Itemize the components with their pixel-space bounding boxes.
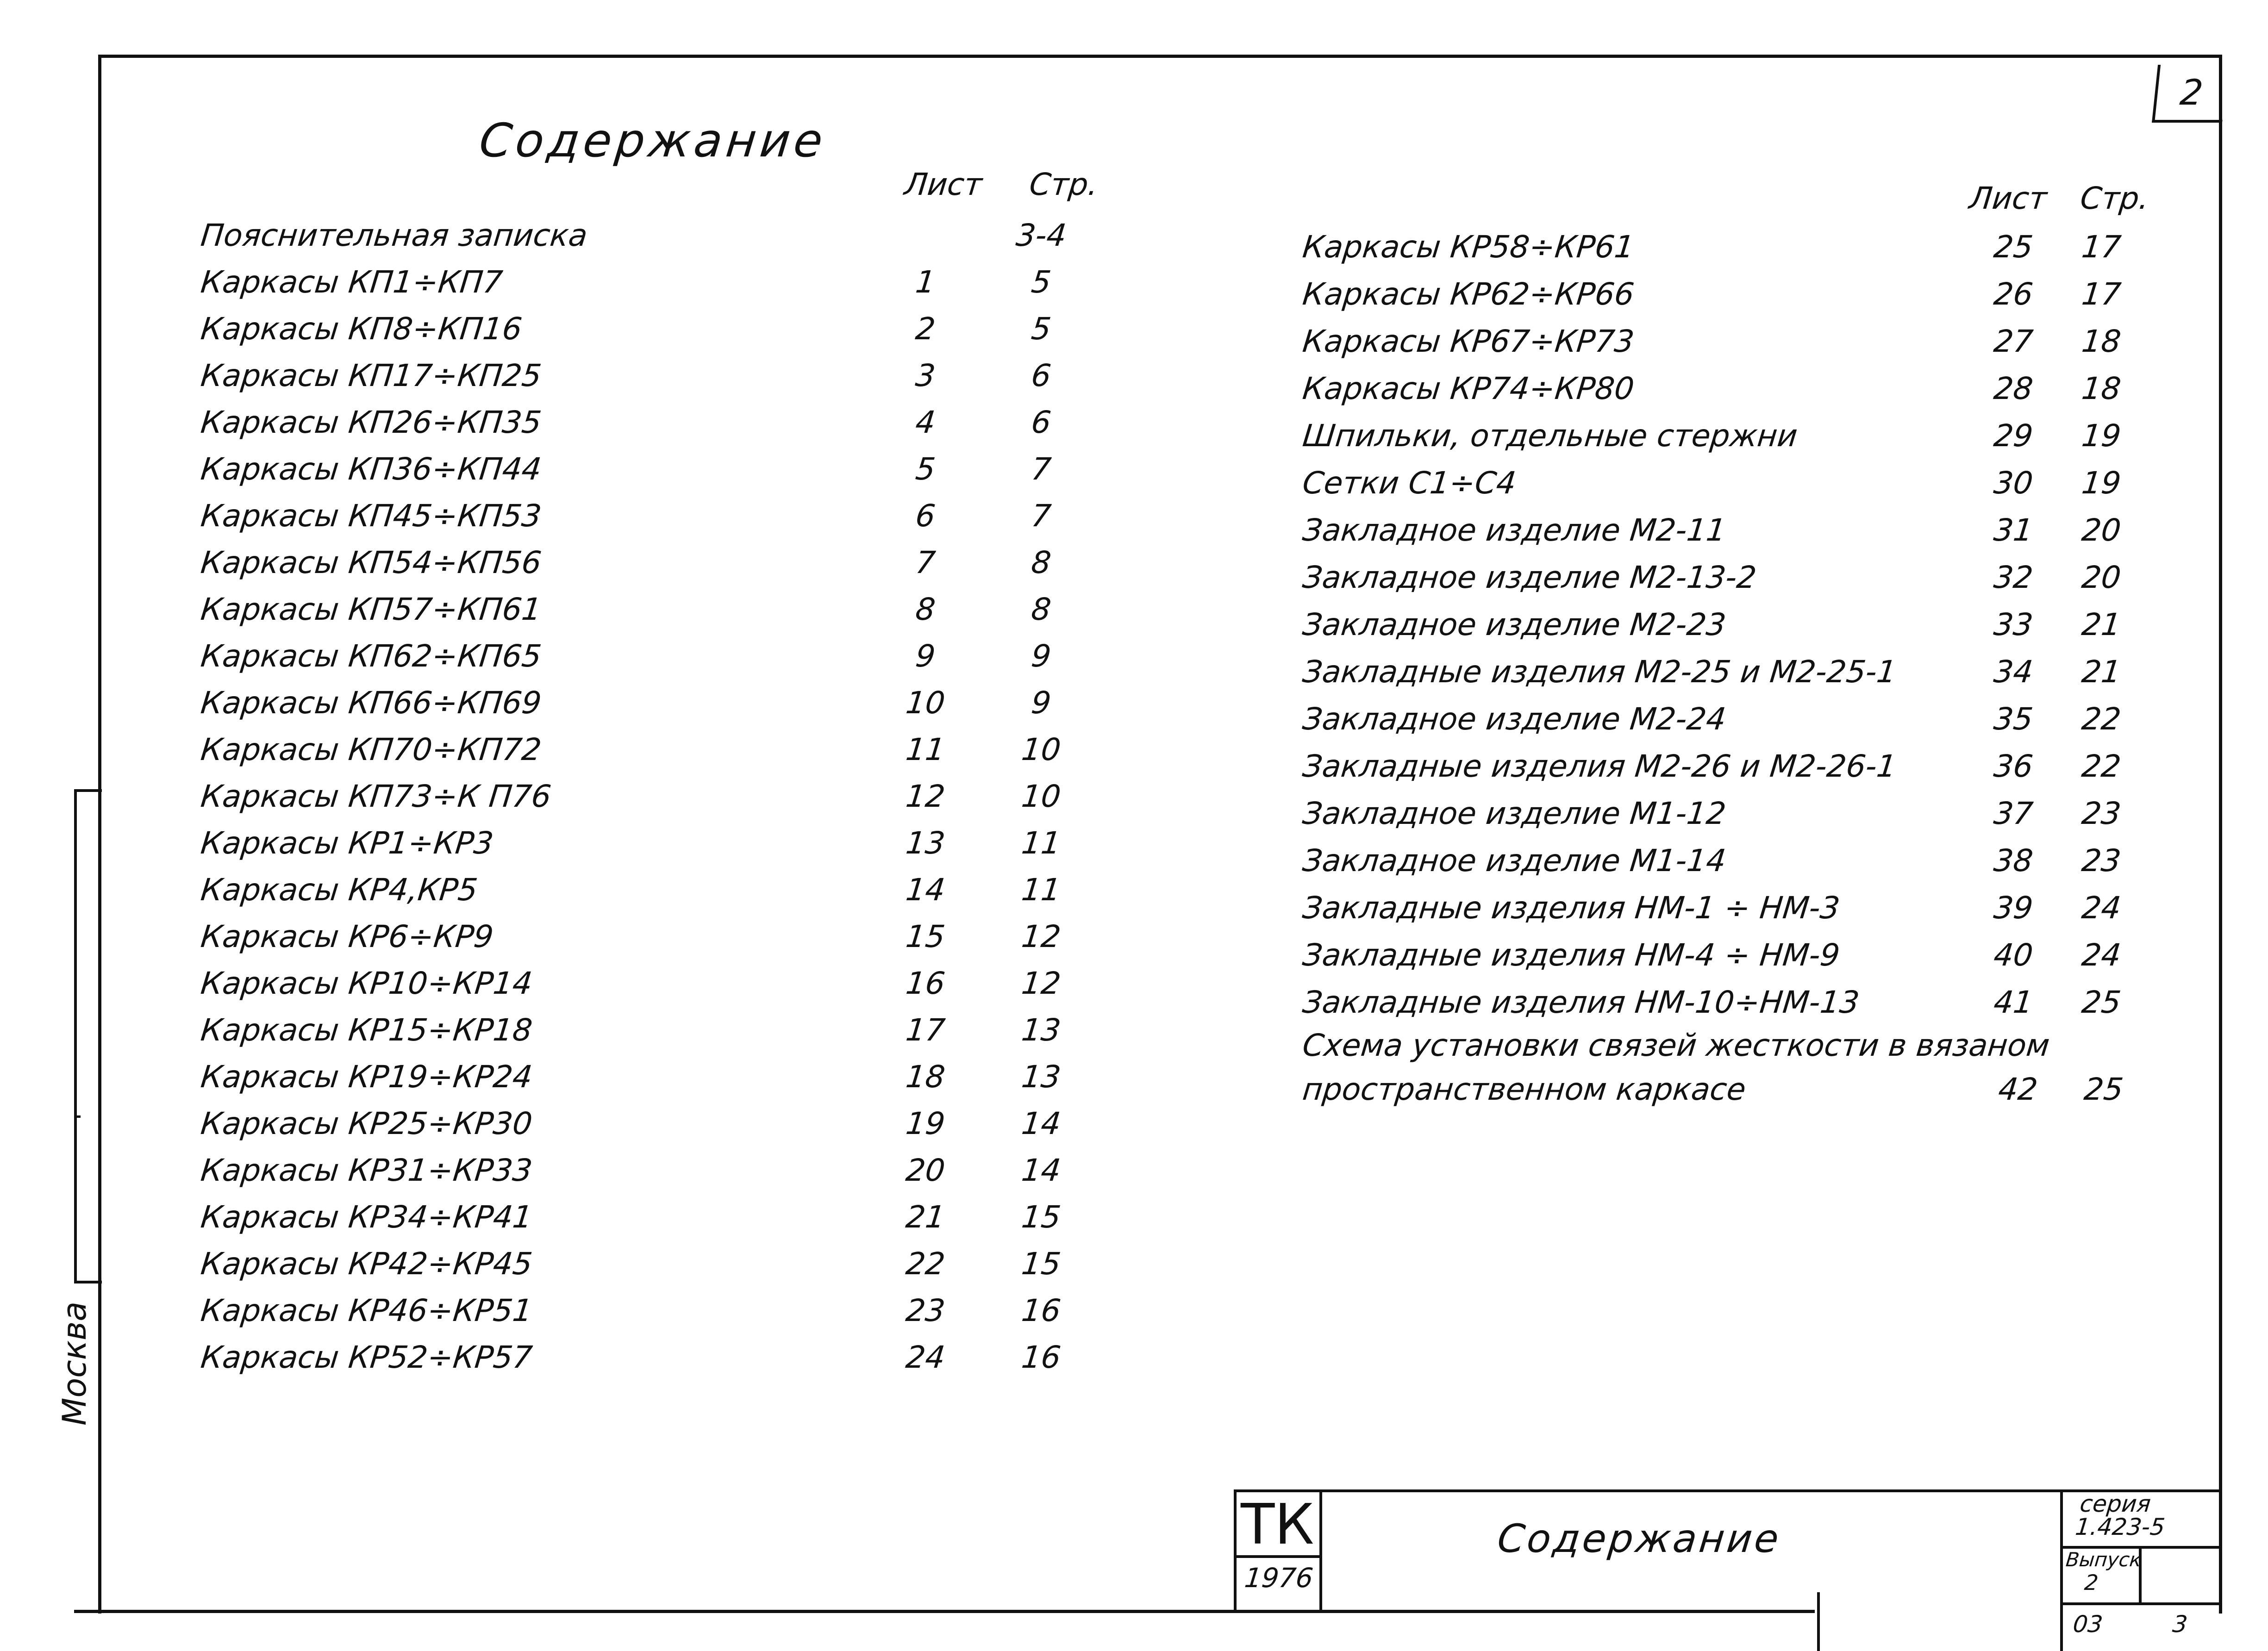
left-entry-page: 14 [1020, 1106, 1063, 1141]
left-entry-page: 11 [1020, 872, 1063, 908]
right-entry-sheet: 32 [1992, 560, 2035, 595]
right-entry-page: 20 [2080, 512, 2123, 548]
left-entry-page: 9 [1030, 638, 1053, 674]
page-title: Содержание [477, 113, 829, 168]
left-entry-page: 9 [1030, 685, 1053, 721]
right-entry-page: 17 [2080, 276, 2123, 312]
left-entry-name: Каркасы КП66÷КП69 [199, 685, 544, 721]
tb-bottom-tick [1817, 1592, 1820, 1651]
left-entry-name: Каркасы КП70÷КП72 [199, 732, 544, 767]
left-entry-sheet: 24 [904, 1339, 947, 1375]
left-entry-sheet: 5 [914, 451, 937, 487]
left-entry-name: Каркасы КР31÷КР33 [199, 1153, 534, 1188]
left-entry-sheet: 22 [904, 1246, 947, 1282]
tb-year: 1976 [1243, 1562, 1315, 1594]
left-entry-page: 8 [1030, 545, 1053, 580]
left-entry-name: Каркасы КП1÷КП7 [199, 264, 505, 300]
left-entry-page: 7 [1030, 451, 1053, 487]
left-entry-page: 6 [1030, 405, 1053, 440]
left-entry-sheet: 15 [904, 919, 947, 954]
right-entry-page: 18 [2080, 324, 2123, 359]
right-entry-name: Закладные изделия НМ-10÷НМ-13 [1301, 984, 1861, 1020]
right-entry-sheet: 27 [1992, 324, 2035, 359]
right-entry-page: 21 [2080, 654, 2123, 690]
left-entry-name: Каркасы КР15÷КР18 [199, 1012, 534, 1048]
tb-series-divider [2060, 1489, 2063, 1651]
left-entry-page: 5 [1030, 264, 1053, 300]
left-entry-sheet: 11 [904, 732, 947, 767]
left-entry-name: Каркасы КР25÷КР30 [199, 1106, 534, 1141]
left-entry-sheet: 13 [904, 825, 947, 861]
left-entry-sheet: 9 [914, 638, 937, 674]
left-entry-name: Пояснительная записка [199, 218, 589, 253]
left-entry-sheet: 19 [904, 1106, 947, 1141]
right-entry-name: Закладное изделие М1-12 [1301, 796, 1728, 831]
page-number: 2 [2152, 65, 2228, 123]
left-entry-page: 3-4 [1014, 218, 1068, 253]
left-entry-name: Каркасы КР42÷КР45 [199, 1246, 534, 1282]
right-entry-name: Закладное изделие М2-13-2 [1301, 560, 1758, 595]
left-entry-sheet: 21 [904, 1199, 947, 1235]
left-entry-sheet: 23 [904, 1293, 947, 1328]
right-entry-page: 24 [2080, 937, 2123, 973]
right-header-sheet: Лист [1968, 181, 2049, 216]
right-entry-sheet: 35 [1992, 701, 2035, 737]
right-entry-name: Закладное изделие М2-23 [1301, 607, 1728, 642]
tb-issue-label: Выпуск [2065, 1548, 2143, 1571]
right-entry-name: Закладные изделия НМ-4 ÷ НМ-9 [1301, 937, 1842, 973]
left-entry-page: 10 [1020, 779, 1063, 814]
left-entry-name: Каркасы КР1÷КР3 [199, 825, 495, 861]
left-entry-sheet: 6 [914, 498, 937, 534]
right-entry-sheet: 25 [1992, 229, 2035, 265]
left-entry-name: Каркасы КР4,КР5 [199, 872, 480, 908]
right-entry-page: 22 [2080, 701, 2123, 737]
left-entry-name: Каркасы КП57÷КП61 [199, 592, 544, 627]
right-entry-name: Закладные изделия М2-25 и М2-25-1 [1301, 654, 1898, 690]
left-entry-name: Каркасы КР52÷КР57 [199, 1339, 534, 1375]
right-entry-name: Каркасы КР74÷КР80 [1301, 371, 1636, 406]
right-entry-42-page: 25 [2082, 1072, 2125, 1107]
left-entry-page: 11 [1020, 825, 1063, 861]
left-entry-name: Каркасы КП45÷КП53 [199, 498, 544, 534]
left-entry-name: Каркасы КП17÷КП25 [199, 358, 544, 393]
right-entry-name: Каркасы КР67÷КР73 [1301, 324, 1636, 359]
right-entry-name: Закладные изделия М2-26 и М2-26-1 [1301, 748, 1898, 784]
right-entry-sheet: 28 [1992, 371, 2035, 406]
right-entry-sheet: 33 [1992, 607, 2035, 642]
left-entry-page: 15 [1020, 1199, 1063, 1235]
left-entry-name: Каркасы КП8÷КП16 [199, 311, 524, 347]
right-entry-page: 17 [2080, 229, 2123, 265]
left-entry-page: 10 [1020, 732, 1063, 767]
tb-org-divider [1319, 1489, 1322, 1612]
left-entry-page: 8 [1030, 592, 1053, 627]
right-entry-name: Закладное изделие М1-14 [1301, 843, 1728, 878]
right-entry-name: Закладное изделие М2-11 [1301, 512, 1728, 548]
left-entry-sheet: 12 [904, 779, 947, 814]
right-entry-sheet: 30 [1992, 465, 2035, 501]
tb-bottom-left: 03 [2072, 1611, 2104, 1638]
left-entry-name: Каркасы КП62÷КП65 [199, 638, 544, 674]
right-entry-sheet: 39 [1992, 890, 2035, 926]
left-entry-sheet: 2 [914, 311, 937, 347]
right-entry-42-line1: Схема установки связей жесткости в вязаном [1301, 1028, 2051, 1063]
left-entry-name: Каркасы КП26÷КП35 [199, 405, 544, 440]
left-entry-sheet: 10 [904, 685, 947, 721]
right-entry-sheet: 37 [1992, 796, 2035, 831]
tb-bottom-right: 3 [2171, 1611, 2189, 1638]
left-entry-page: 14 [1020, 1153, 1063, 1188]
left-header-sheet: Лист [903, 167, 984, 202]
right-entry-sheet: 41 [1992, 984, 2035, 1020]
left-entry-name: Каркасы КП73÷К П76 [199, 779, 553, 814]
left-entry-page: 16 [1020, 1339, 1063, 1375]
right-entry-page: 19 [2080, 465, 2123, 501]
right-entry-page: 18 [2080, 371, 2123, 406]
binding-margin-bracket [74, 789, 102, 1283]
left-entry-page: 16 [1020, 1293, 1063, 1328]
tb-top-line [1234, 1489, 2222, 1492]
right-entry-sheet: 26 [1992, 276, 2035, 312]
left-entry-sheet: 8 [914, 592, 937, 627]
tb-left-line [1234, 1489, 1237, 1612]
right-entry-name: Закладные изделия НМ-1 ÷ НМ-3 [1301, 890, 1842, 926]
left-entry-name: Каркасы КР6÷КР9 [199, 919, 495, 954]
left-entry-sheet: 7 [914, 545, 937, 580]
right-entry-page: 24 [2080, 890, 2123, 926]
binding-margin-tick [74, 1115, 81, 1118]
right-entry-name: Каркасы КР62÷КР66 [1301, 276, 1636, 312]
left-entry-name: Каркасы КР10÷КР14 [199, 966, 534, 1001]
tb-org: ТК [1241, 1493, 1314, 1557]
left-entry-page: 5 [1030, 311, 1053, 347]
left-header-page: Стр. [1028, 167, 1100, 202]
left-entry-sheet: 16 [904, 966, 947, 1001]
left-entry-name: Каркасы КП54÷КП56 [199, 545, 544, 580]
right-entry-name: Закладное изделие М2-24 [1301, 701, 1728, 737]
tb-title: Содержание [1495, 1516, 1783, 1561]
left-entry-page: 13 [1020, 1059, 1063, 1095]
left-entry-sheet: 18 [904, 1059, 947, 1095]
right-header-page: Стр. [2079, 181, 2151, 216]
right-entry-name: Каркасы КР58÷КР61 [1301, 229, 1636, 265]
left-entry-name: Каркасы КР46÷КР51 [199, 1293, 534, 1328]
right-entry-sheet: 31 [1992, 512, 2035, 548]
right-entry-page: 20 [2080, 560, 2123, 595]
frame-bottom-line [74, 1610, 1815, 1613]
left-entry-page: 6 [1030, 358, 1053, 393]
left-entry-page: 15 [1020, 1246, 1063, 1282]
right-entry-sheet: 40 [1992, 937, 2035, 973]
left-entry-page: 7 [1030, 498, 1053, 534]
left-entry-sheet: 20 [904, 1153, 947, 1188]
left-entry-sheet: 4 [914, 405, 937, 440]
right-entry-page: 19 [2080, 418, 2123, 454]
right-entry-42-sheet: 42 [1997, 1072, 2040, 1107]
left-entry-name: Каркасы КП36÷КП44 [199, 451, 544, 487]
right-entry-page: 23 [2080, 796, 2123, 831]
side-city-label: Москва [56, 1301, 94, 1426]
tb-series-value: 1.423-5 [2074, 1514, 2167, 1540]
right-entry-page: 25 [2080, 984, 2123, 1020]
tb-issue-bottom [2060, 1602, 2222, 1605]
left-entry-name: Каркасы КР34÷КР41 [199, 1199, 534, 1235]
right-entry-sheet: 34 [1992, 654, 2035, 690]
left-entry-sheet: 3 [914, 358, 937, 393]
right-entry-name: Сетки С1÷С4 [1301, 465, 1518, 501]
left-entry-name: Каркасы КР19÷КР24 [199, 1059, 534, 1095]
right-entry-42-line2: пространственном каркасе [1301, 1072, 1748, 1107]
right-entry-sheet: 29 [1992, 418, 2035, 454]
right-entry-name: Шпильки, отдельные стержни [1301, 418, 1799, 454]
right-entry-page: 21 [2080, 607, 2123, 642]
tb-issue-value: 2 [2083, 1570, 2099, 1595]
left-entry-sheet: 1 [914, 264, 937, 300]
left-entry-page: 13 [1020, 1012, 1063, 1048]
left-entry-page: 12 [1020, 966, 1063, 1001]
right-entry-page: 23 [2080, 843, 2123, 878]
left-entry-sheet: 14 [904, 872, 947, 908]
right-entry-page: 22 [2080, 748, 2123, 784]
left-entry-page: 12 [1020, 919, 1063, 954]
right-entry-sheet: 36 [1992, 748, 2035, 784]
tb-series-label: серия [2079, 1490, 2152, 1517]
left-entry-sheet: 17 [904, 1012, 947, 1048]
right-entry-sheet: 38 [1992, 843, 2035, 878]
